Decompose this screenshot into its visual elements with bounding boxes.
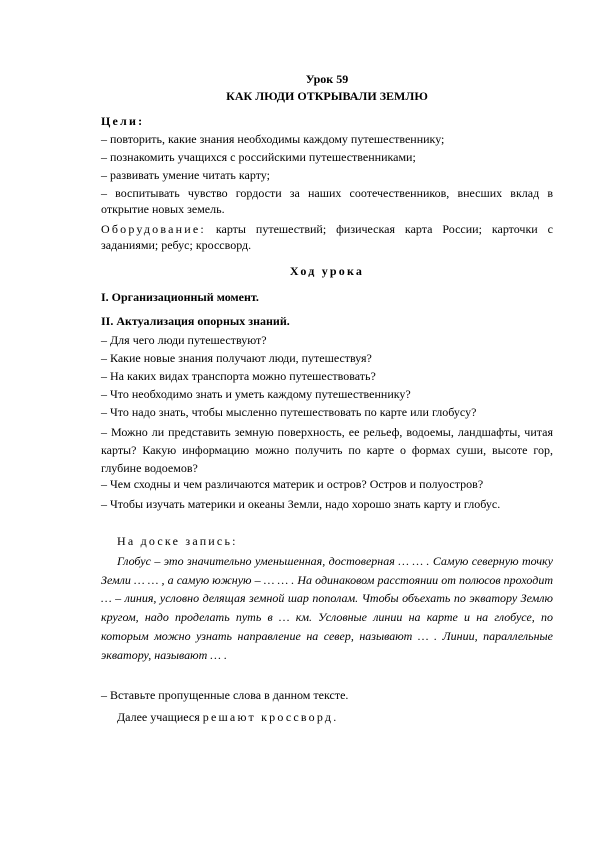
equipment-paragraph xyxy=(101,222,553,253)
lesson-title: КАК ЛЮДИ ОТКРЫВАЛИ ЗЕМЛЮ xyxy=(226,89,428,103)
crossword-line xyxy=(117,710,553,726)
board-heading: На доске запись: xyxy=(117,534,238,548)
goals-heading: Цели: xyxy=(101,114,145,128)
goal-item: – познакомить учащихся с российскими путешественниками; xyxy=(101,150,416,164)
goal-item: – повторить, какие знания необходимы каждому путешественнику; xyxy=(101,132,445,146)
question-item: – Какие новые знания получают люди, путешествуя? xyxy=(101,351,372,365)
section-heading: II. Актуализация опорных знаний. xyxy=(101,314,290,328)
question-item: – Для чего люди путешествуют? xyxy=(101,333,267,347)
question-item: – Чтобы изучать материки и океаны Земли, надо хорошо знать карту и глобус. xyxy=(101,497,501,511)
board-text: Глобус – это значительно уменьшенная, достоверная … … . Самую северную точку Земли … … , а самую южную – … … . На одинаковом расстоянии от полюсов проходит … – линия, условно делящая земной шар пополам. Чтобы объехать по экватору Землю кругом, надо проделать путь в … км. Условные линии на карте и на глобусе, по которым можно узнать направление на север, называют … . Линии, параллельные экватору, называют … . xyxy=(101,554,553,662)
question-item: – Что необходимо знать и уметь каждому путешественнику? xyxy=(101,387,411,401)
question-item: – На каких видах транспорта можно путешествовать? xyxy=(101,369,376,383)
crossword-spaced: решают кроссворд. xyxy=(202,710,339,724)
question-item: – Что надо знать, чтобы мысленно путешествовать по карте или глобусу? xyxy=(101,405,477,419)
goal-item: – развивать умение читать карту; xyxy=(101,168,270,182)
goal-item: – воспитывать чувство гордости за наших соотечественников, внесших вклад в открытие новых земель. xyxy=(101,186,553,216)
equipment-label: Оборудование: xyxy=(101,222,206,236)
question-item: – Можно ли представить земную поверхность, ее рельеф, водоемы, ландшафты, читая карты? Какую информацию можно получить по карте о формах суши, высоте гор, глубине водоемов? xyxy=(101,425,553,475)
section-heading: I. Организационный момент. xyxy=(101,290,259,304)
equipment-text: карты путешествий; физическая карта России; карточки с заданиями; ребус; кроссворд. xyxy=(101,222,553,252)
lesson-flow-heading: Ход урока xyxy=(289,264,365,278)
fill-instruction: – Вставьте пропущенные слова в данном тексте. xyxy=(101,688,349,702)
crossword-prefix: Далее учащиеся xyxy=(117,710,203,724)
lesson-number: Урок 59 xyxy=(305,72,349,86)
question-item: – Чем сходны и чем различаются материк и остров? Остров и полуостров? xyxy=(101,477,484,491)
